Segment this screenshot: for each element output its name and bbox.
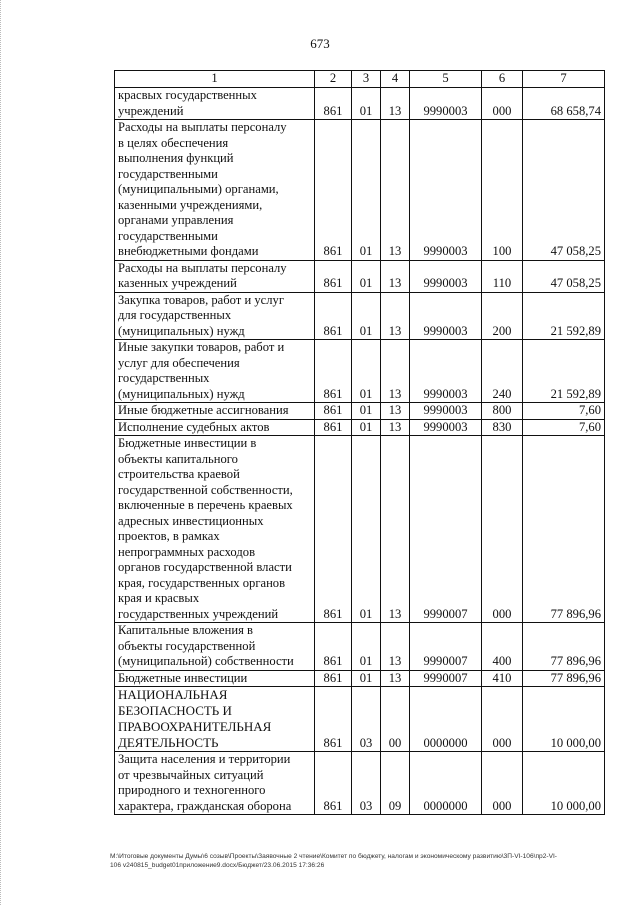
table-row <box>115 340 605 403</box>
scan-edge <box>0 0 4 905</box>
expense-type-code: 800 <box>482 403 523 420</box>
budget-table <box>114 70 605 815</box>
description-line: (муниципальных) нужд <box>118 386 245 401</box>
ministry-code: 861 <box>315 120 352 261</box>
row-description <box>115 88 315 120</box>
table-row <box>115 752 605 815</box>
header-cell-2: 2 <box>315 71 352 88</box>
target-article-code: 9990003 <box>410 403 482 420</box>
expense-type-code: 830 <box>482 419 523 436</box>
section-code: 01 <box>352 670 381 687</box>
header-cell-1: 1 <box>115 71 315 88</box>
row-description <box>115 403 315 420</box>
description-line: Бюджетные инвестиции <box>118 670 248 685</box>
table-row <box>115 623 605 671</box>
description-line: Закупка товаров, работ и услуг <box>118 292 284 307</box>
section-code: 01 <box>352 623 381 671</box>
description-line: государственными <box>118 166 218 181</box>
ministry-code: 861 <box>315 419 352 436</box>
amount: 77 896,96 <box>523 623 605 671</box>
header-cell-6: 6 <box>482 71 523 88</box>
description-line: государственными <box>118 228 218 243</box>
ministry-code: 861 <box>315 687 352 752</box>
row-description <box>115 292 315 340</box>
amount: 21 592,89 <box>523 340 605 403</box>
target-article-code: 9990007 <box>410 623 482 671</box>
expense-type-code: 110 <box>482 260 523 292</box>
header-cell-4: 4 <box>381 71 410 88</box>
description-line: включенные в перечень краевых <box>118 498 293 512</box>
description-line: красвых государственных <box>118 88 257 102</box>
expense-type-code: 000 <box>482 88 523 120</box>
row-description <box>115 623 315 671</box>
section-code: 01 <box>352 436 381 623</box>
expense-type-code: 000 <box>482 436 523 623</box>
ministry-code: 861 <box>315 752 352 815</box>
subsection-code: 00 <box>381 687 410 752</box>
row-description <box>115 687 315 752</box>
amount: 77 896,96 <box>523 436 605 623</box>
description-line: края, государственных органов <box>118 575 286 590</box>
subsection-code: 13 <box>381 88 410 120</box>
description-line: края и красвых <box>118 591 200 605</box>
footer-line-1: M:\Итоговые документы Думы\6 созыв\Проекты\Заявочные 2 чтение\Комитет по бюджету, налогам и экономическому развитию\3П-VI-106\пр2-VI- <box>110 853 557 860</box>
description-line: Исполнение судебных актов <box>118 419 270 434</box>
expense-type-code: 200 <box>482 292 523 340</box>
amount: 21 592,89 <box>523 292 605 340</box>
row-description <box>115 752 315 815</box>
section-code: 01 <box>352 340 381 403</box>
expense-type-code: 000 <box>482 687 523 752</box>
target-article-code: 9990003 <box>410 292 482 340</box>
header-row <box>115 71 605 88</box>
ministry-code: 861 <box>315 292 352 340</box>
ministry-code: 861 <box>315 403 352 420</box>
ministry-code: 861 <box>315 670 352 687</box>
header-cell-7: 7 <box>523 71 605 88</box>
table-body <box>115 88 605 815</box>
description-line: Бюджетные инвестиции в <box>118 436 257 450</box>
expense-type-code: 100 <box>482 120 523 261</box>
description-line: объекты капитального <box>118 451 238 466</box>
table-row <box>115 436 605 623</box>
row-description <box>115 120 315 261</box>
header-cell-3: 3 <box>352 71 381 88</box>
page-number: 673 <box>310 36 330 51</box>
amount: 7,60 <box>523 403 605 420</box>
section-code: 01 <box>352 88 381 120</box>
description-line: услуг для обеспечения <box>118 355 240 370</box>
row-description <box>115 436 315 623</box>
section-code: 01 <box>352 120 381 261</box>
description-line: НАЦИОНАЛЬНАЯ <box>118 687 228 702</box>
section-code: 01 <box>352 260 381 292</box>
table-row <box>115 670 605 687</box>
description-line: казенными учреждениями, <box>118 197 263 212</box>
subsection-code: 13 <box>381 670 410 687</box>
description-line: от чрезвычайных ситуаций <box>118 767 264 782</box>
description-line: органами управления <box>118 213 234 227</box>
description-line: ДЕЯТЕЛЬНОСТЬ <box>118 735 219 750</box>
description-line: внебюджетными фондами <box>118 244 259 258</box>
amount: 10 000,00 <box>523 687 605 752</box>
table-row <box>115 403 605 420</box>
ministry-code: 861 <box>315 88 352 120</box>
description-line: государственной собственности, <box>118 482 293 497</box>
target-article-code: 9990003 <box>410 260 482 292</box>
description-line: ПРАВООХРАНИТЕЛЬНАЯ <box>118 719 272 734</box>
table-row <box>115 687 605 752</box>
expense-type-code: 400 <box>482 623 523 671</box>
ministry-code: 861 <box>315 340 352 403</box>
description-line: характера, гражданская оборона <box>118 798 292 813</box>
subsection-code: 13 <box>381 340 410 403</box>
amount: 68 658,74 <box>523 88 605 120</box>
file-path-footer <box>110 852 614 870</box>
target-article-code: 9990007 <box>410 436 482 623</box>
subsection-code: 13 <box>381 419 410 436</box>
description-line: объекты государственной <box>118 638 256 653</box>
amount: 7,60 <box>523 419 605 436</box>
subsection-code: 09 <box>381 752 410 815</box>
subsection-code: 13 <box>381 292 410 340</box>
expense-type-code: 410 <box>482 670 523 687</box>
subsection-code: 13 <box>381 436 410 623</box>
description-line: адресных инвестиционных <box>118 513 264 528</box>
description-line: непрограммных расходов <box>118 544 256 559</box>
row-description <box>115 419 315 436</box>
table-row <box>115 120 605 261</box>
section-code: 03 <box>352 687 381 752</box>
table-row <box>115 260 605 292</box>
description-line: Капитальные вложения в <box>118 623 254 637</box>
description-line: Иные закупки товаров, работ и <box>118 340 285 354</box>
ministry-code: 861 <box>315 436 352 623</box>
description-line: казенных учреждений <box>118 276 237 290</box>
amount: 47 058,25 <box>523 120 605 261</box>
expense-type-code: 240 <box>482 340 523 403</box>
description-line: строительства краевой <box>118 467 240 481</box>
target-article-code: 9990003 <box>410 88 482 120</box>
description-line: выполнения функций <box>118 151 234 165</box>
table-row <box>115 419 605 436</box>
ministry-code: 861 <box>315 260 352 292</box>
section-code: 03 <box>352 752 381 815</box>
section-code: 01 <box>352 292 381 340</box>
target-article-code: 9990003 <box>410 419 482 436</box>
target-article-code: 0000000 <box>410 687 482 752</box>
description-line: Иные бюджетные ассигнования <box>118 403 289 417</box>
target-article-code: 9990007 <box>410 670 482 687</box>
description-line: Защита населения и территории <box>118 752 291 766</box>
description-line: учреждений <box>118 103 184 118</box>
amount: 10 000,00 <box>523 752 605 815</box>
table-row <box>115 88 605 120</box>
description-line: в целях обеспечения <box>118 135 229 150</box>
description-line: проектов, в рамках <box>118 529 220 543</box>
row-description <box>115 670 315 687</box>
description-line: Расходы на выплаты персоналу <box>118 260 287 275</box>
description-line: органов государственной власти <box>118 560 292 574</box>
subsection-code: 13 <box>381 120 410 261</box>
table-row <box>115 292 605 340</box>
row-description <box>115 340 315 403</box>
target-article-code: 9990003 <box>410 340 482 403</box>
expense-type-code: 000 <box>482 752 523 815</box>
section-code: 01 <box>352 403 381 420</box>
subsection-code: 13 <box>381 403 410 420</box>
description-line: государственных учреждений <box>118 606 279 621</box>
row-description <box>115 260 315 292</box>
description-line: для государственных <box>118 308 232 322</box>
description-line: Расходы на выплаты персоналу <box>118 120 287 134</box>
target-article-code: 9990003 <box>410 120 482 261</box>
description-line: (муниципальных) нужд <box>118 323 245 338</box>
description-line: (муниципальной) собственности <box>118 654 294 668</box>
subsection-code: 13 <box>381 623 410 671</box>
description-line: БЕЗОПАСНОСТЬ И <box>118 703 232 718</box>
subsection-code: 13 <box>381 260 410 292</box>
amount: 47 058,25 <box>523 260 605 292</box>
description-line: природного и техногенного <box>118 783 266 797</box>
target-article-code: 0000000 <box>410 752 482 815</box>
ministry-code: 861 <box>315 623 352 671</box>
section-code: 01 <box>352 419 381 436</box>
amount: 77 896,96 <box>523 670 605 687</box>
header-cell-5: 5 <box>410 71 482 88</box>
description-line: государственных <box>118 371 210 385</box>
footer-line-2: 106 v240815_budget01приложение9.docx/Бюджет/23.06.2015 17:36:26 <box>110 862 325 869</box>
description-line: (муниципальными) органами, <box>118 182 279 196</box>
